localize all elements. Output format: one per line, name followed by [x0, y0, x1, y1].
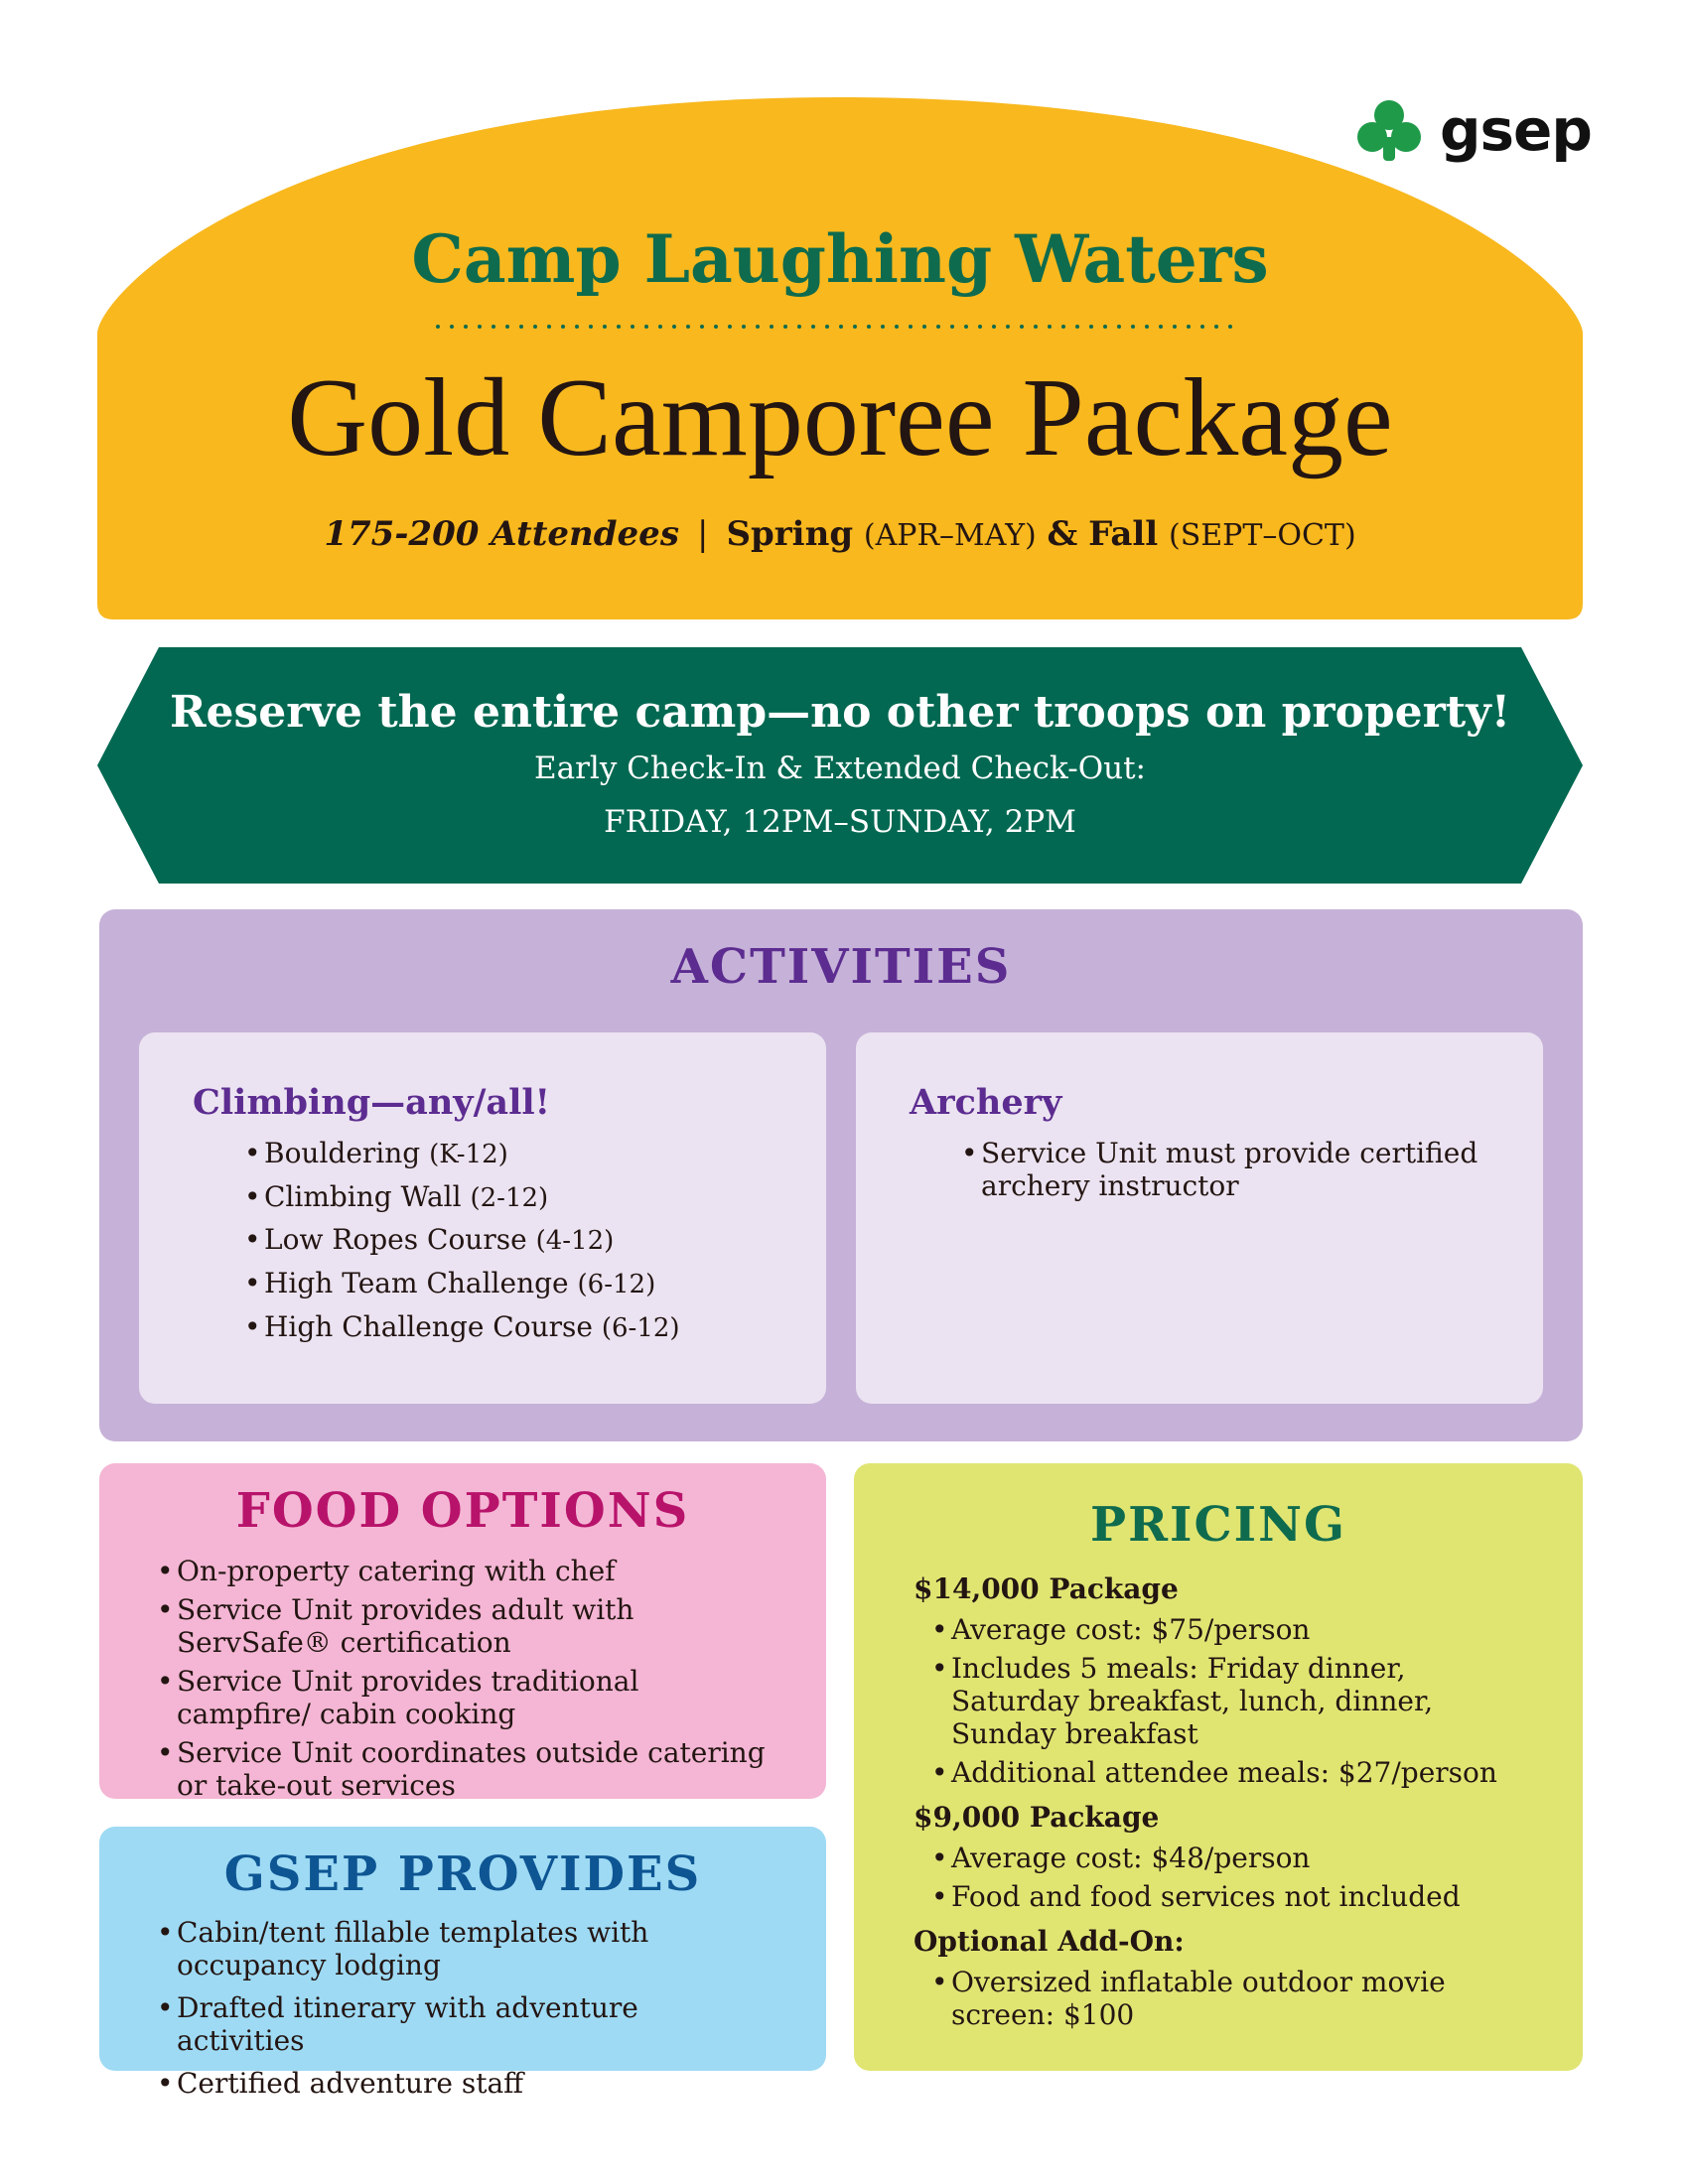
list-item: • Drafted itinerary with adventure activities [157, 1991, 769, 2057]
checkin-times: FRIDAY, 12PM–SUNDAY, 2PM [604, 804, 1076, 840]
fall-months: (SEPT–OCT) [1169, 518, 1356, 553]
addon-list [914, 1966, 1523, 2031]
activities-title: ACTIVITIES [670, 939, 1012, 995]
package-9000-heading: $9,000 Package [914, 1801, 1160, 1835]
list-item: • Additional attendee meals: $27/person [931, 1756, 1523, 1789]
logo-text: gsep [1440, 96, 1592, 164]
and-label: & [1047, 514, 1078, 554]
addon-heading: Optional Add-On: [914, 1925, 1185, 1959]
package-14000-list [914, 1613, 1523, 1789]
gsep-provides-section [99, 1827, 826, 2101]
archery-card [856, 1032, 1543, 1404]
food-options-title: FOOD OPTIONS [235, 1483, 690, 1539]
list-item: • High Team Challenge (6-12) [244, 1267, 773, 1300]
list-item: • Service Unit provides adult with ServSafe® certification [157, 1593, 769, 1659]
camp-name: Camp Laughing Waters [411, 220, 1269, 298]
list-item: • Service Unit coordinates outside catering or take-out services [157, 1736, 769, 1802]
archery-heading: Archery [910, 1082, 1062, 1123]
package-9000-list [914, 1842, 1523, 1913]
climbing-heading: Climbing—any/all! [193, 1082, 551, 1123]
activities-section [99, 909, 1583, 1441]
spring-label: Spring [726, 514, 854, 554]
list-item: • Service Unit provides traditional campfire/ cabin cooking [157, 1665, 769, 1730]
list-item: • Service Unit must provide certified archery instructor [961, 1137, 1489, 1202]
attendee-range: 175-200 Attendees [324, 514, 679, 554]
fall-label: Fall [1088, 514, 1159, 554]
pricing-section [854, 1463, 1583, 2071]
list-item: • Includes 5 meals: Friday dinner, Saturday breakfast, lunch, dinner, Sunday breakfast [931, 1652, 1523, 1750]
list-item: • Bouldering (K-12) [244, 1137, 773, 1170]
food-options-list [157, 1555, 769, 1802]
pricing-title: PRICING [1090, 1497, 1346, 1553]
list-item: • Food and food services not included [931, 1880, 1523, 1913]
list-item: • On-property catering with chef [157, 1555, 769, 1587]
climbing-list [193, 1137, 773, 1343]
list-item: • Low Ropes Course (4-12) [244, 1223, 773, 1257]
list-item: • Average cost: $75/person [931, 1613, 1523, 1646]
list-item: • Certified adventure staff [157, 2067, 769, 2100]
package-14000-heading: $14,000 Package [914, 1572, 1179, 1605]
spring-months: (APR–MAY) [863, 518, 1037, 553]
gsep-provides-title: GSEP PROVIDES [223, 1846, 702, 1902]
dotted-divider [435, 324, 1245, 330]
checkin-label: Early Check-In & Extended Check-Out: [534, 751, 1146, 786]
list-item: • Cabin/tent fillable templates with occupancy lodging [157, 1916, 769, 1981]
list-item: • High Challenge Course (6-12) [244, 1310, 773, 1344]
subtitle-separator: | [696, 514, 709, 554]
banner-headline: Reserve the entire camp—no other troops on property! [169, 687, 1511, 738]
header-subtitle [97, 514, 1583, 554]
food-options-section [99, 1463, 826, 1803]
package-title: Gold Camporee Package [287, 356, 1393, 479]
list-item: • Average cost: $48/person [931, 1842, 1523, 1874]
gsep-provides-list [157, 1916, 769, 2100]
climbing-card [139, 1032, 826, 1404]
archery-list [910, 1137, 1489, 1202]
list-item: • Climbing Wall (2-12) [244, 1180, 773, 1214]
list-item: • Oversized inflatable outdoor movie screen: $100 [931, 1966, 1523, 2031]
